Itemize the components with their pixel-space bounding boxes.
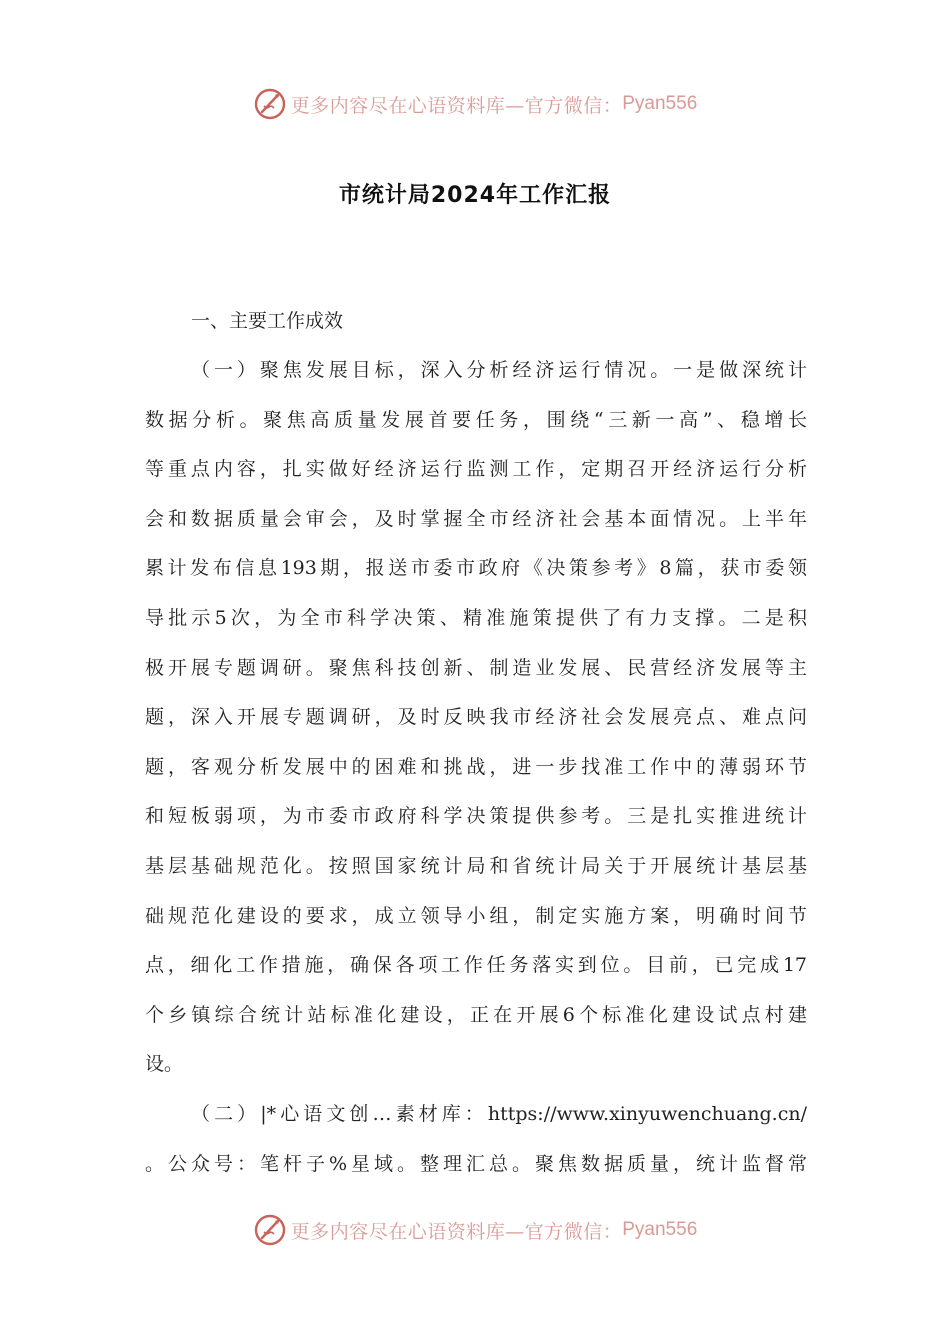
paragraph-line: 设。 — [145, 1053, 184, 1076]
paragraph-line: 会和数据质量会审会，及时掌握全市经济社会基本面情况。上半年 — [145, 507, 807, 530]
watermark-wechat-handle: Pyan556 — [622, 1219, 698, 1240]
watermark-text: 更多内容尽在心语资料库—官方微信： — [290, 1220, 623, 1243]
pen-logo-icon — [253, 1213, 287, 1247]
paragraph-line: 和短板弱项，为市委市政府科学决策提供参考。三是扎实推进统计 — [145, 805, 807, 828]
paragraph-line-with-link: （二）|*心语文创…素材库：https://www.xinyuwenchuang.cn/ — [191, 1102, 807, 1125]
paragraph-line: 累计发布信息193期，报送市委市政府《决策参考》8篇，获市委领 — [145, 557, 807, 580]
paragraph-line: 点，细化工作措施，确保各项工作任务落实到位。目前，已完成17 — [145, 954, 807, 977]
paragraph-line: 题，客观分析发展中的困难和挑战，进一步找准工作中的薄弱环节 — [145, 755, 807, 778]
paragraph-line: 个乡镇综合统计站标准化建设，正在开展6个标准化建设试点村建 — [145, 1003, 807, 1026]
watermark-wechat-handle: Pyan556 — [622, 93, 698, 114]
watermark-banner-bottom — [0, 1210, 950, 1250]
pen-logo-icon — [253, 87, 287, 121]
paragraph-line: 础规范化建设的要求，成立领导小组，制定实施方案，明确时间节 — [145, 904, 807, 927]
document-body — [145, 296, 807, 1189]
paragraph-line: 极开展专题调研。聚焦科技创新、制造业发展、民营经济发展等主 — [145, 656, 807, 679]
paragraph-line: （一）聚焦发展目标，深入分析经济运行情况。一是做深统计 — [191, 359, 807, 381]
paragraph-line: 题，深入开展专题调研，及时反映我市经济社会发展亮点、难点问 — [145, 706, 807, 729]
paragraph-line: 数据分析。聚焦高质量发展首要任务，围绕“三新一高”、稳增长 — [145, 408, 807, 431]
paragraph-line: 。公众号：笔杆子%星域。整理汇总。聚焦数据质量，统计监督常 — [145, 1152, 807, 1175]
paragraph-line: 导批示5次，为全市科学决策、精准施策提供了有力支撑。二是积 — [145, 606, 807, 629]
document-title: 市统计局2024年工作汇报 — [338, 183, 612, 208]
watermark-text: 更多内容尽在心语资料库—官方微信： — [290, 94, 623, 117]
paragraph-line: 基层基础规范化。按照国家统计局和省统计局关于开展统计基层基 — [145, 854, 807, 877]
paragraph-line: 等重点内容，扎实做好经济运行监测工作，定期召开经济运行分析 — [145, 458, 807, 481]
section-heading: 一、主要工作成效 — [191, 310, 344, 332]
watermark-banner-top — [0, 84, 950, 124]
